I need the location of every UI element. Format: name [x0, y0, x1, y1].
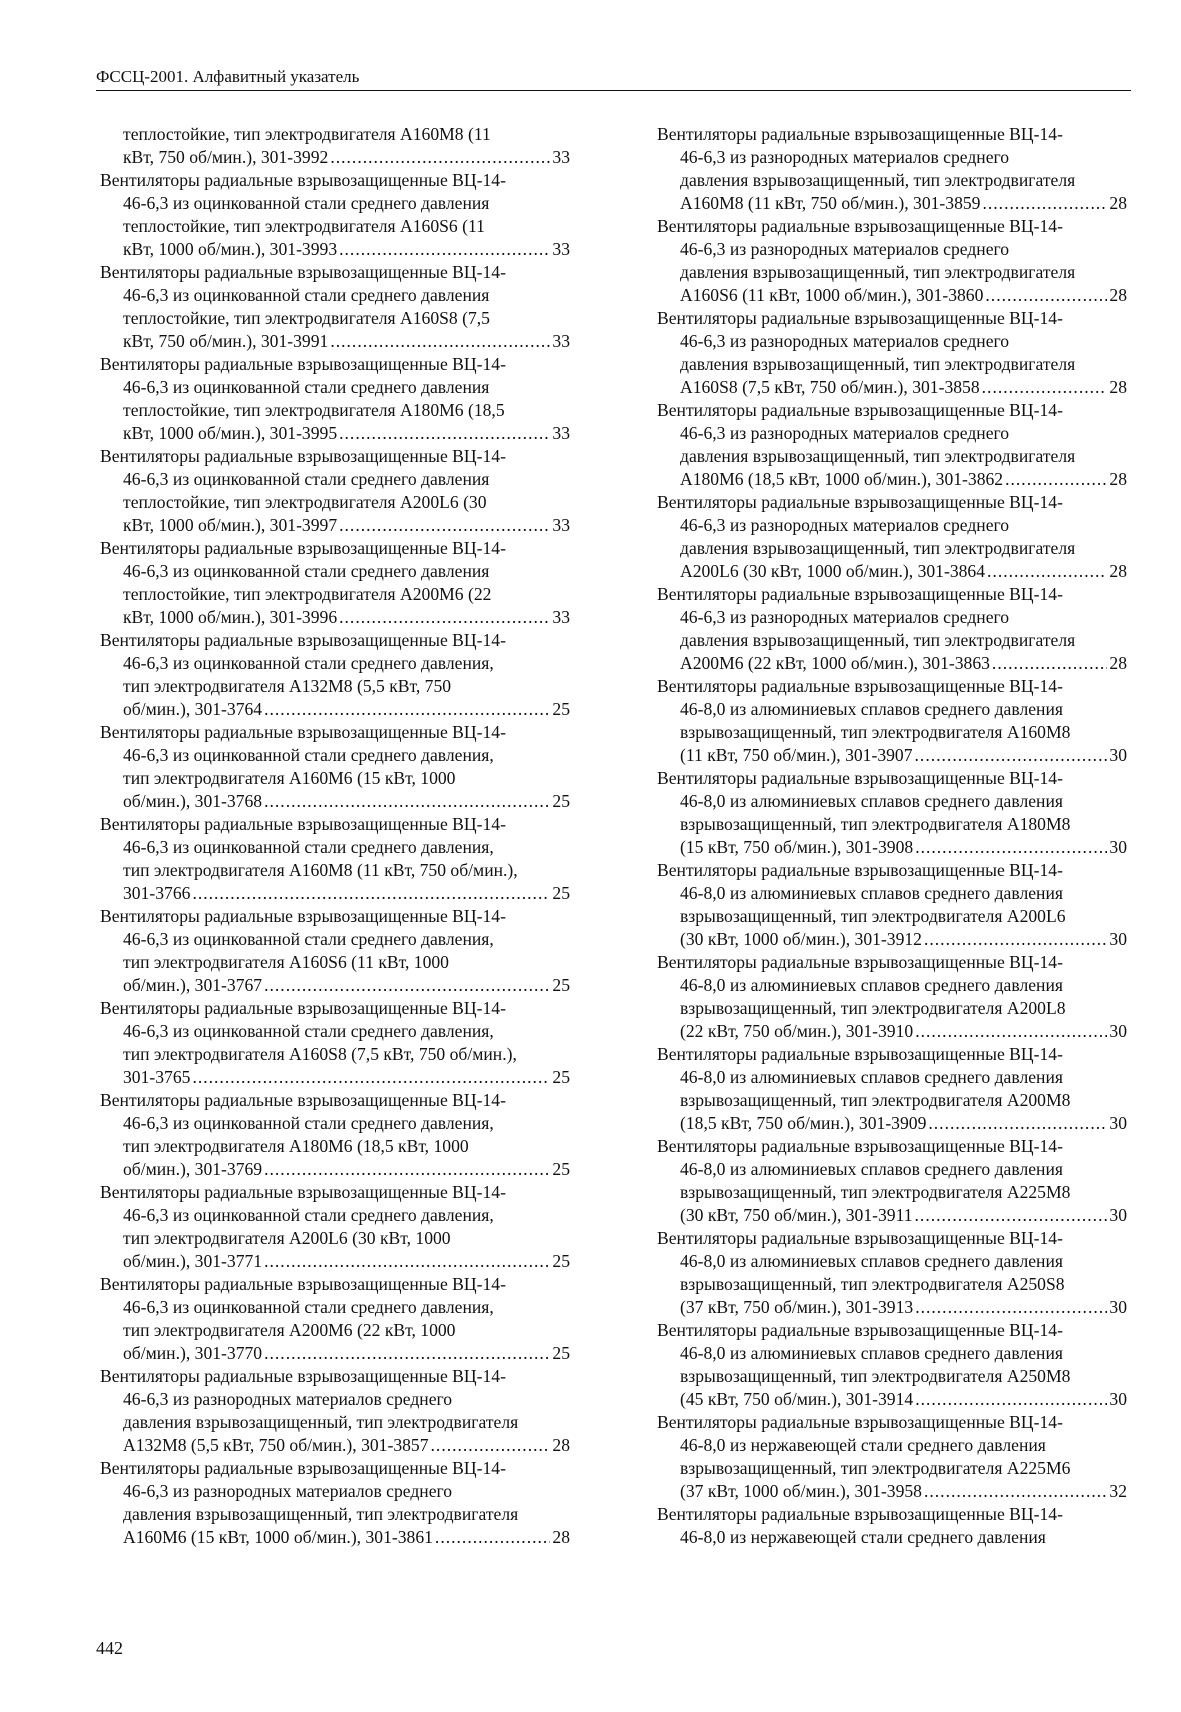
- index-entry: [657, 675, 1127, 767]
- entry-last-line: [100, 1342, 570, 1365]
- index-entry: [100, 123, 570, 169]
- leader-dots: [982, 192, 1107, 215]
- entry-page-ref: 33: [552, 515, 570, 535]
- entry-text: 301-3765: [123, 1067, 191, 1087]
- entry-text-line: взрывозащищенный, тип электродвигателя А200L6: [680, 906, 1066, 926]
- entry-text-line: теплостойкие, тип электродвигателя А160S8 (7,5: [123, 308, 490, 328]
- entry-text-line: 46-6,3 из оцинкованной стали среднего давления: [123, 193, 490, 213]
- entry-text-line: взрывозащищенный, тип электродвигателя А225М6: [680, 1458, 1071, 1478]
- entry-page-ref: 25: [552, 1159, 570, 1179]
- entry-text-line: Вентиляторы радиальные взрывозащищенные ВЦ-14-: [657, 1320, 1063, 1340]
- index-entry: [657, 1319, 1127, 1411]
- entry-page-ref: 32: [1109, 1481, 1127, 1501]
- leader-dots: [264, 974, 550, 997]
- entry-last-line: [657, 560, 1127, 583]
- entry-text-line: Вентиляторы радиальные взрывозащищенные ВЦ-14-: [100, 262, 506, 282]
- entry-text-line: тип электродвигателя А160М8 (11 кВт, 750 об/мин.),: [123, 860, 518, 880]
- entry-text: А180М6 (18,5 кВт, 1000 об/мин.), 301-3862: [680, 469, 1004, 489]
- index-entry: [100, 997, 570, 1089]
- entry-text-line: взрывозащищенный, тип электродвигателя А200L8: [680, 998, 1066, 1018]
- entry-last-line: [657, 192, 1127, 215]
- entry-text-line: 46-6,3 из оцинкованной стали среднего давления,: [123, 1113, 494, 1133]
- leader-dots: [264, 1158, 550, 1181]
- entry-text-line: 46-6,3 из разнородных материалов среднего: [680, 331, 1010, 351]
- entry-text-line: Вентиляторы радиальные взрывозащищенные ВЦ-14-: [100, 814, 506, 834]
- leader-dots: [915, 1296, 1107, 1319]
- leader-dots: [431, 1434, 551, 1457]
- leader-dots: [339, 514, 550, 537]
- entry-text: об/мин.), 301-3769: [123, 1159, 263, 1179]
- entry-last-line: [657, 652, 1127, 675]
- entry-last-line: [657, 284, 1127, 307]
- index-entry: [657, 859, 1127, 951]
- running-header: ФССЦ-2001. Алфавитный указатель: [96, 67, 360, 86]
- entry-text-line: 46-8,0 из алюминиевых сплавов среднего давления: [680, 791, 1063, 811]
- entry-text-line: Вентиляторы радиальные взрывозащищенные ВЦ-14-: [100, 1090, 506, 1110]
- leader-dots: [915, 1020, 1107, 1043]
- index-entry: [657, 1227, 1127, 1319]
- entry-last-line: [657, 1112, 1127, 1135]
- entry-page-ref: 28: [1109, 653, 1127, 673]
- entry-text: (30 кВт, 1000 об/мин.), 301-3912: [680, 929, 922, 949]
- entry-text-line: тип электродвигателя А200L6 (30 кВт, 1000: [123, 1228, 451, 1248]
- leader-dots: [1005, 468, 1107, 491]
- entry-text-line: Вентиляторы радиальные взрывозащищенные ВЦ-14-: [657, 492, 1063, 512]
- entry-text-line: 46-6,3 из оцинкованной стали среднего давления,: [123, 1021, 494, 1041]
- entry-last-line: [100, 790, 570, 813]
- index-entry: [657, 491, 1127, 583]
- entry-page-ref: 28: [552, 1435, 570, 1455]
- index-entry: [100, 1089, 570, 1181]
- header-rule: [96, 90, 1131, 91]
- entry-text-line: давления взрывозащищенный, тип электродвигателя: [680, 354, 1076, 374]
- entry-text-line: взрывозащищенный, тип электродвигателя А160М8: [680, 722, 1071, 742]
- entry-text: А160S6 (11 кВт, 1000 об/мин.), 301-3860: [680, 285, 984, 305]
- entry-text-line: Вентиляторы радиальные взрывозащищенные ВЦ-14-: [657, 400, 1063, 420]
- index-entry: [657, 583, 1127, 675]
- entry-text: (15 кВт, 750 об/мин.), 301-3908: [680, 837, 914, 857]
- entry-text-line: Вентиляторы радиальные взрывозащищенные ВЦ-14-: [657, 308, 1063, 328]
- leader-dots: [915, 1388, 1107, 1411]
- index-entry: [100, 353, 570, 445]
- entry-last-line: [100, 974, 570, 997]
- entry-text-line: 46-8,0 из алюминиевых сплавов среднего давления: [680, 1159, 1063, 1179]
- entry-text-line: теплостойкие, тип электродвигателя А180М6 (18,5: [123, 400, 505, 420]
- entry-text: об/мин.), 301-3764: [123, 699, 263, 719]
- entry-last-line: [657, 1296, 1127, 1319]
- index-entry: [657, 1411, 1127, 1503]
- entry-text: об/мин.), 301-3767: [123, 975, 263, 995]
- entry-text-line: 46-8,0 из алюминиевых сплавов среднего давления: [680, 883, 1063, 903]
- index-entry: [100, 721, 570, 813]
- entry-page-ref: 33: [552, 331, 570, 351]
- entry-last-line: [100, 238, 570, 261]
- entry-text: об/мин.), 301-3768: [123, 791, 263, 811]
- entry-text-line: теплостойкие, тип электродвигателя А200М6 (22: [123, 584, 492, 604]
- entry-text-line: 46-8,0 из алюминиевых сплавов среднего давления: [680, 1343, 1063, 1363]
- entry-text-line: 46-8,0 из алюминиевых сплавов среднего давления: [680, 699, 1063, 719]
- entry-text-line: Вентиляторы радиальные взрывозащищенные ВЦ-14-: [657, 124, 1063, 144]
- entry-text-line: Вентиляторы радиальные взрывозащищенные ВЦ-14-: [100, 446, 506, 466]
- entry-page-ref: 28: [1109, 561, 1127, 581]
- entry-text-line: 46-6,3 из оцинкованной стали среднего давления,: [123, 929, 494, 949]
- entry-text-line: давления взрывозащищенный, тип электродвигателя: [680, 446, 1076, 466]
- leader-dots: [915, 1204, 1108, 1227]
- entry-text: кВт, 1000 об/мин.), 301-3996: [123, 607, 338, 627]
- entry-text-line: Вентиляторы радиальные взрывозащищенные ВЦ-14-: [100, 998, 506, 1018]
- index-entry: [100, 445, 570, 537]
- leader-dots: [928, 1112, 1107, 1135]
- leader-dots: [330, 330, 550, 353]
- leader-dots: [915, 744, 1108, 767]
- entry-page-ref: 28: [1109, 469, 1127, 489]
- leader-dots: [985, 284, 1107, 307]
- entry-text-line: Вентиляторы радиальные взрывозащищенные ВЦ-14-: [657, 768, 1063, 788]
- entry-text: 301-3766: [123, 883, 191, 903]
- entry-text-line: Вентиляторы радиальные взрывозащищенные ВЦ-14-: [657, 860, 1063, 880]
- entry-last-line: [100, 1250, 570, 1273]
- entry-last-line: [100, 514, 570, 537]
- entry-text-line: 46-6,3 из разнородных материалов среднего: [123, 1481, 453, 1501]
- entry-text-line: тип электродвигателя А160S8 (7,5 кВт, 750 об/мин.),: [123, 1044, 517, 1064]
- entry-text: кВт, 1000 об/мин.), 301-3995: [123, 423, 338, 443]
- entry-text-line: Вентиляторы радиальные взрывозащищенные ВЦ-14-: [657, 584, 1063, 604]
- index-entry: [100, 905, 570, 997]
- entry-text: кВт, 750 об/мин.), 301-3992: [123, 147, 329, 167]
- index-entry: [657, 1043, 1127, 1135]
- entry-text-line: взрывозащищенный, тип электродвигателя А250S8: [680, 1274, 1065, 1294]
- entry-text-line: 46-6,3 из оцинкованной стали среднего давления: [123, 285, 490, 305]
- leader-dots: [924, 928, 1107, 951]
- leader-dots: [264, 1342, 550, 1365]
- entry-last-line: [657, 1204, 1127, 1227]
- entry-text: об/мин.), 301-3770: [123, 1343, 263, 1363]
- entry-text-line: теплостойкие, тип электродвигателя А160М8 (11: [123, 124, 491, 144]
- entry-text: (18,5 кВт, 750 об/мин.), 301-3909: [680, 1113, 927, 1133]
- entry-page-ref: 30: [1109, 837, 1127, 857]
- leader-dots: [339, 422, 550, 445]
- entry-text: А132М8 (5,5 кВт, 750 об/мин.), 301-3857: [123, 1435, 429, 1455]
- entry-text-line: 46-6,3 из разнородных материалов среднего: [680, 515, 1010, 535]
- entry-page-ref: 28: [1109, 377, 1127, 397]
- entry-text: кВт, 1000 об/мин.), 301-3997: [123, 515, 338, 535]
- entry-text-line: 46-8,0 из нержавеющей стали среднего давления: [680, 1435, 1046, 1455]
- index-entry: [657, 951, 1127, 1043]
- entry-text-line: тип электродвигателя А180М6 (18,5 кВт, 1000: [123, 1136, 469, 1156]
- entry-text: А200L6 (30 кВт, 1000 об/мин.), 301-3864: [680, 561, 986, 581]
- leader-dots: [982, 376, 1108, 399]
- entry-text-line: 46-6,3 из оцинкованной стали среднего давления,: [123, 745, 494, 765]
- entry-page-ref: 30: [1109, 745, 1127, 765]
- entry-text-line: 46-6,3 из разнородных материалов среднего: [680, 239, 1010, 259]
- entry-text-line: 46-6,3 из оцинкованной стали среднего давления,: [123, 1297, 494, 1317]
- page-number: 442: [96, 1638, 123, 1658]
- entry-text-line: 46-6,3 из оцинкованной стали среднего давления: [123, 469, 490, 489]
- entry-text-line: Вентиляторы радиальные взрывозащищенные ВЦ-14-: [100, 630, 506, 650]
- entry-text: об/мин.), 301-3771: [123, 1251, 263, 1271]
- entry-text-line: Вентиляторы радиальные взрывозащищенные ВЦ-14-: [100, 170, 506, 190]
- entry-last-line: [100, 882, 570, 905]
- entry-last-line: [657, 744, 1127, 767]
- entry-page-ref: 30: [1109, 929, 1127, 949]
- entry-text-line: 46-6,3 из оцинкованной стали среднего давления: [123, 377, 490, 397]
- index-entry: [100, 629, 570, 721]
- entry-page-ref: 28: [552, 1527, 570, 1547]
- entry-page-ref: 25: [552, 883, 570, 903]
- entry-text: (22 кВт, 750 об/мин.), 301-3910: [680, 1021, 914, 1041]
- entry-text-line: 46-8,0 из алюминиевых сплавов среднего давления: [680, 975, 1063, 995]
- index-entry: [100, 813, 570, 905]
- index-entry: [657, 215, 1127, 307]
- entry-text-line: давления взрывозащищенный, тип электродвигателя: [123, 1412, 519, 1432]
- entry-page-ref: 30: [1109, 1389, 1127, 1409]
- entry-text-line: Вентиляторы радиальные взрывозащищенные ВЦ-14-: [657, 1044, 1063, 1064]
- entry-text-line: 46-8,0 из нержавеющей стали среднего давления: [680, 1527, 1046, 1547]
- entry-last-line: [100, 698, 570, 721]
- entry-text: (30 кВт, 750 об/мин.), 301-3911: [680, 1205, 913, 1225]
- entry-page-ref: 33: [552, 607, 570, 627]
- entry-page-ref: 25: [552, 791, 570, 811]
- entry-text-line: взрывозащищенный, тип электродвигателя А180М8: [680, 814, 1071, 834]
- entry-text: А200М6 (22 кВт, 1000 об/мин.), 301-3863: [680, 653, 990, 673]
- entry-page-ref: 33: [552, 147, 570, 167]
- entry-text-line: Вентиляторы радиальные взрывозащищенные ВЦ-14-: [657, 952, 1063, 972]
- entry-page-ref: 25: [552, 1343, 570, 1363]
- index-entry: [100, 1365, 570, 1457]
- entry-text-line: давления взрывозащищенный, тип электродвигателя: [680, 170, 1076, 190]
- entry-page-ref: 33: [552, 423, 570, 443]
- entry-page-ref: 25: [552, 1251, 570, 1271]
- entry-last-line: [100, 606, 570, 629]
- entry-last-line: [100, 146, 570, 169]
- leader-dots: [987, 560, 1107, 583]
- leader-dots: [264, 698, 550, 721]
- entry-text-line: Вентиляторы радиальные взрывозащищенные ВЦ-14-: [100, 722, 506, 742]
- index-entry: [100, 1273, 570, 1365]
- index-entry: [100, 1457, 570, 1549]
- entry-text-line: Вентиляторы радиальные взрывозащищенные ВЦ-14-: [100, 1274, 506, 1294]
- leader-dots: [992, 652, 1107, 675]
- entry-text-line: тип электродвигателя А160М6 (15 кВт, 1000: [123, 768, 456, 788]
- leader-dots: [339, 238, 550, 261]
- index-entry: [657, 123, 1127, 215]
- entry-text-line: 46-6,3 из оцинкованной стали среднего давления,: [123, 1205, 494, 1225]
- entry-last-line: [657, 376, 1127, 399]
- entry-text-line: 46-6,3 из оцинкованной стали среднего давления,: [123, 653, 494, 673]
- leader-dots: [264, 1250, 550, 1273]
- entry-text-line: 46-6,3 из оцинкованной стали среднего давления,: [123, 837, 494, 857]
- entry-text-line: Вентиляторы радиальные взрывозащищенные ВЦ-14-: [657, 1228, 1063, 1248]
- entry-last-line: [657, 928, 1127, 951]
- entry-text-line: Вентиляторы радиальные взрывозащищенные ВЦ-14-: [657, 1504, 1063, 1524]
- leader-dots: [192, 882, 550, 905]
- leader-dots: [264, 790, 550, 813]
- entry-last-line: [100, 422, 570, 445]
- entry-last-line: [657, 836, 1127, 859]
- index-entry: [657, 1135, 1127, 1227]
- entry-text: А160S8 (7,5 кВт, 750 об/мин.), 301-3858: [680, 377, 980, 397]
- entry-page-ref: 30: [1109, 1205, 1127, 1225]
- leader-dots: [915, 836, 1107, 859]
- entry-last-line: [100, 1158, 570, 1181]
- entry-text-line: Вентиляторы радиальные взрывозащищенные ВЦ-14-: [657, 1136, 1063, 1156]
- entry-last-line: [657, 1388, 1127, 1411]
- entry-page-ref: 28: [1109, 285, 1127, 305]
- entry-text-line: 46-6,3 из разнородных материалов среднего: [680, 423, 1010, 443]
- entry-last-line: [100, 330, 570, 353]
- entry-last-line: [657, 468, 1127, 491]
- index-entry: [100, 169, 570, 261]
- entry-text-line: взрывозащищенный, тип электродвигателя А225М8: [680, 1182, 1071, 1202]
- entry-last-line: [100, 1434, 570, 1457]
- entry-page-ref: 33: [552, 239, 570, 259]
- entry-text-line: взрывозащищенный, тип электродвигателя А200М8: [680, 1090, 1071, 1110]
- index-entry: [100, 537, 570, 629]
- entry-page-ref: 25: [552, 975, 570, 995]
- entry-text-line: Вентиляторы радиальные взрывозащищенные ВЦ-14-: [100, 1182, 506, 1202]
- entry-text-line: Вентиляторы радиальные взрывозащищенные ВЦ-14-: [100, 538, 506, 558]
- entry-text-line: 46-8,0 из алюминиевых сплавов среднего давления: [680, 1067, 1063, 1087]
- entry-text-line: теплостойкие, тип электродвигателя А160S6 (11: [123, 216, 485, 236]
- entry-text-line: Вентиляторы радиальные взрывозащищенные ВЦ-14-: [657, 216, 1063, 236]
- entry-text-line: Вентиляторы радиальные взрывозащищенные ВЦ-14-: [100, 1366, 506, 1386]
- entry-page-ref: 25: [552, 1067, 570, 1087]
- index-entry: [100, 1181, 570, 1273]
- entry-text: кВт, 1000 об/мин.), 301-3993: [123, 239, 338, 259]
- entry-text: А160М8 (11 кВт, 750 об/мин.), 301-3859: [680, 193, 981, 213]
- index-entry: [657, 767, 1127, 859]
- entry-text-line: давления взрывозащищенный, тип электродвигателя: [123, 1504, 519, 1524]
- entry-last-line: [100, 1066, 570, 1089]
- leader-dots: [924, 1480, 1107, 1503]
- entry-text-line: 46-6,3 из оцинкованной стали среднего давления: [123, 561, 490, 581]
- entry-text-line: 46-6,3 из разнородных материалов среднего: [680, 147, 1010, 167]
- entry-text: (37 кВт, 750 об/мин.), 301-3913: [680, 1297, 914, 1317]
- right-column: [657, 123, 1127, 1549]
- entry-text-line: теплостойкие, тип электродвигателя А200L6 (30: [123, 492, 487, 512]
- leader-dots: [192, 1066, 550, 1089]
- entry-text-line: тип электродвигателя А132М8 (5,5 кВт, 750: [123, 676, 452, 696]
- leader-dots: [435, 1526, 550, 1549]
- entry-last-line: [657, 1480, 1127, 1503]
- entry-text-line: 46-6,3 из разнородных материалов среднего: [123, 1389, 453, 1409]
- entry-text-line: Вентиляторы радиальные взрывозащищенные ВЦ-14-: [100, 1458, 506, 1478]
- entry-text-line: взрывозащищенный, тип электродвигателя А250М8: [680, 1366, 1071, 1386]
- entry-text: А160М6 (15 кВт, 1000 об/мин.), 301-3861: [123, 1527, 433, 1547]
- entry-text: (45 кВт, 750 об/мин.), 301-3914: [680, 1389, 914, 1409]
- entry-text-line: Вентиляторы радиальные взрывозащищенные ВЦ-14-: [657, 676, 1063, 696]
- entry-text-line: давления взрывозащищенный, тип электродвигателя: [680, 262, 1076, 282]
- entry-text-line: Вентиляторы радиальные взрывозащищенные ВЦ-14-: [100, 906, 506, 926]
- index-entry: [657, 1503, 1127, 1549]
- index-entry: [100, 261, 570, 353]
- leader-dots: [339, 606, 550, 629]
- entry-text-line: Вентиляторы радиальные взрывозащищенные ВЦ-14-: [657, 1412, 1063, 1432]
- entry-page-ref: 30: [1109, 1297, 1127, 1317]
- entry-page-ref: 25: [552, 699, 570, 719]
- entry-page-ref: 28: [1109, 193, 1127, 213]
- entry-text-line: тип электродвигателя А160S6 (11 кВт, 1000: [123, 952, 449, 972]
- entry-page-ref: 30: [1109, 1113, 1127, 1133]
- entry-text: (37 кВт, 1000 об/мин.), 301-3958: [680, 1481, 922, 1501]
- entry-text-line: давления взрывозащищенный, тип электродвигателя: [680, 538, 1076, 558]
- leader-dots: [330, 146, 550, 169]
- entry-text-line: Вентиляторы радиальные взрывозащищенные ВЦ-14-: [100, 354, 506, 374]
- entry-text-line: тип электродвигателя А200М6 (22 кВт, 1000: [123, 1320, 456, 1340]
- entry-text: (11 кВт, 750 об/мин.), 301-3907: [680, 745, 913, 765]
- index-entry: [657, 399, 1127, 491]
- entry-text: кВт, 750 об/мин.), 301-3991: [123, 331, 329, 351]
- left-column: [100, 123, 570, 1549]
- entry-text-line: 46-6,3 из разнородных материалов среднего: [680, 607, 1010, 627]
- entry-page-ref: 30: [1109, 1021, 1127, 1041]
- index-entry: [657, 307, 1127, 399]
- entry-text-line: 46-8,0 из алюминиевых сплавов среднего давления: [680, 1251, 1063, 1271]
- entry-last-line: [100, 1526, 570, 1549]
- entry-text-line: давления взрывозащищенный, тип электродвигателя: [680, 630, 1076, 650]
- entry-last-line: [657, 1020, 1127, 1043]
